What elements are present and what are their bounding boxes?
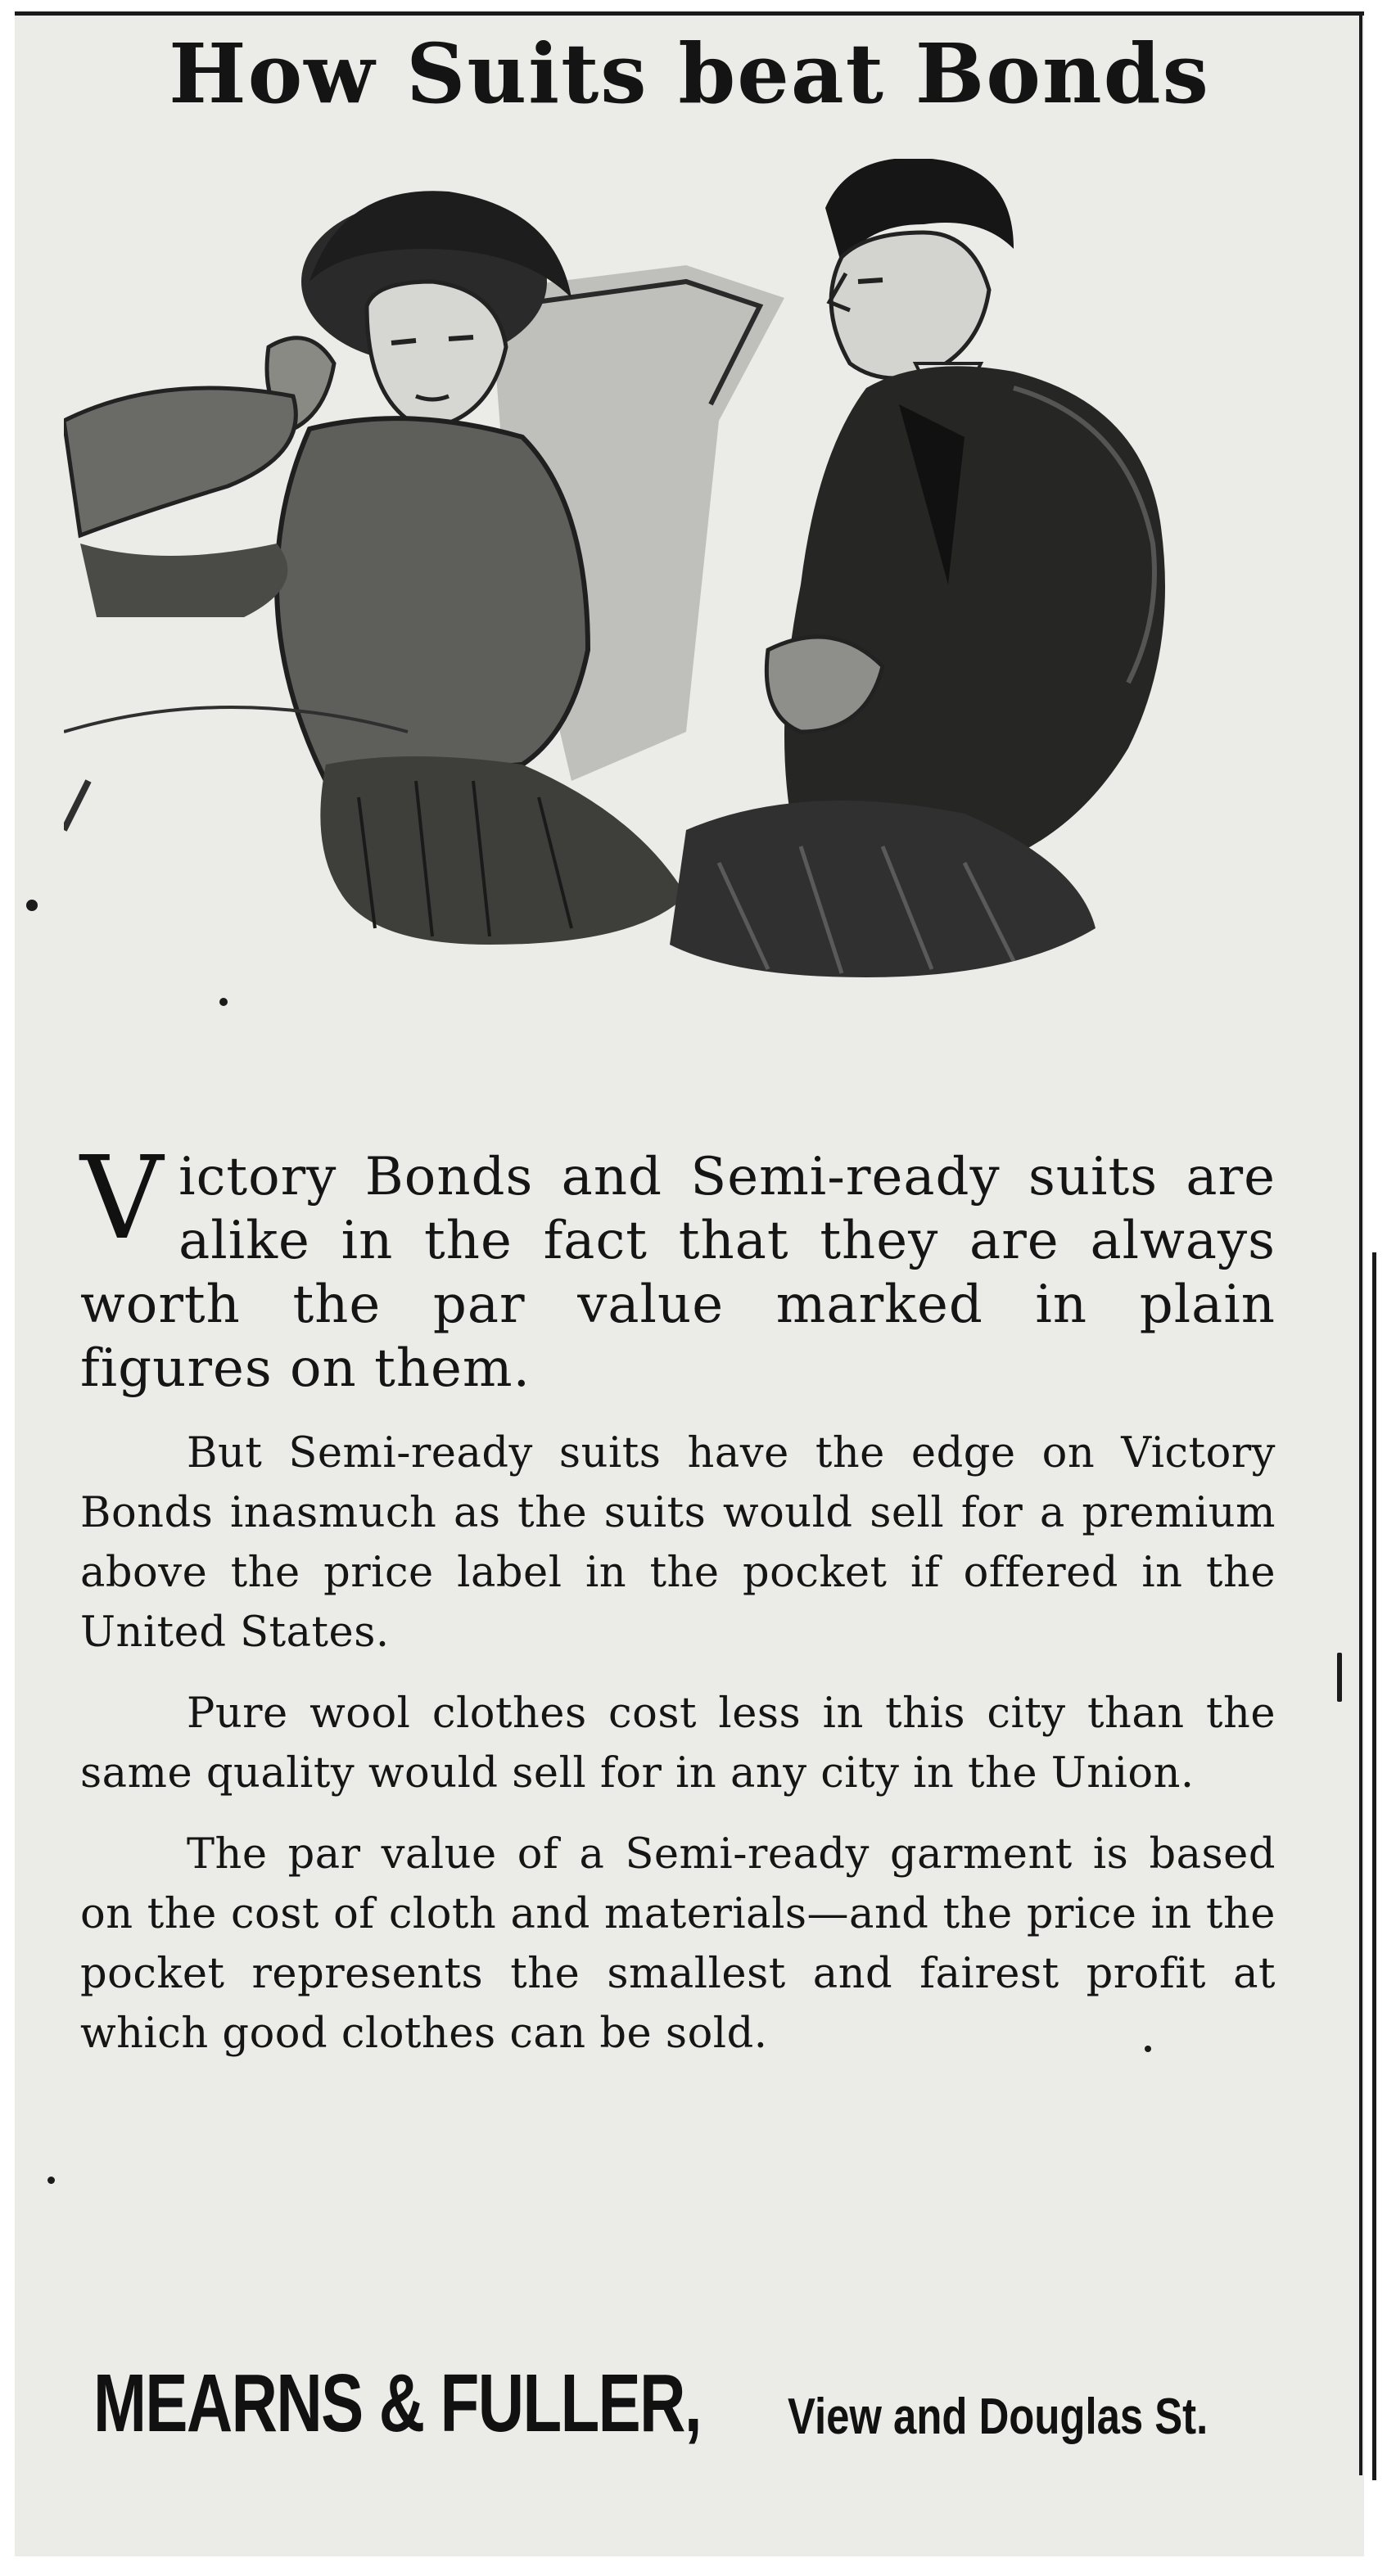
column-rule xyxy=(1372,1252,1376,2480)
ink-speck xyxy=(1337,1653,1342,1702)
firm-name: MEARNS & FULLER, xyxy=(93,2357,702,2449)
ink-speck xyxy=(26,900,38,911)
paragraph-2: Pure wool clothes cost less in this city than the same quality would sell for in any city in the Union. xyxy=(80,1690,1276,1798)
column-rule xyxy=(1359,11,1362,2475)
ink-speck xyxy=(219,998,228,1006)
drop-cap: V xyxy=(80,1132,165,1265)
firm-address: View and Douglas St. xyxy=(788,2389,1209,2445)
newspaper-clipping xyxy=(15,11,1364,2556)
lead-paragraph xyxy=(80,1132,1276,1401)
paragraph-1: But Semi-ready suits have the edge on Victory Bonds inasmuch as the suits would sell for a premium above the price label in the pocket if offered in the United States. xyxy=(80,1429,1276,1657)
headline: How Suits beat Bonds xyxy=(169,25,1210,122)
article-body xyxy=(80,1132,1276,2085)
paragraph-3: The par value of a Semi-ready garment is based on the cost of cloth and materials—and the price in the pocket represents the smallest and fairest profit at which good clothes can be sold. xyxy=(80,1830,1276,2058)
ink-speck xyxy=(1145,2046,1151,2052)
lead-text: ictory Bonds and Semi-ready suits are alike in the fact that they are always worth the par value marked in plain figures on them. xyxy=(80,1147,1276,1399)
signature xyxy=(93,2357,1321,2451)
ink-speck xyxy=(47,2177,55,2184)
couple-illustration xyxy=(64,159,1292,1059)
